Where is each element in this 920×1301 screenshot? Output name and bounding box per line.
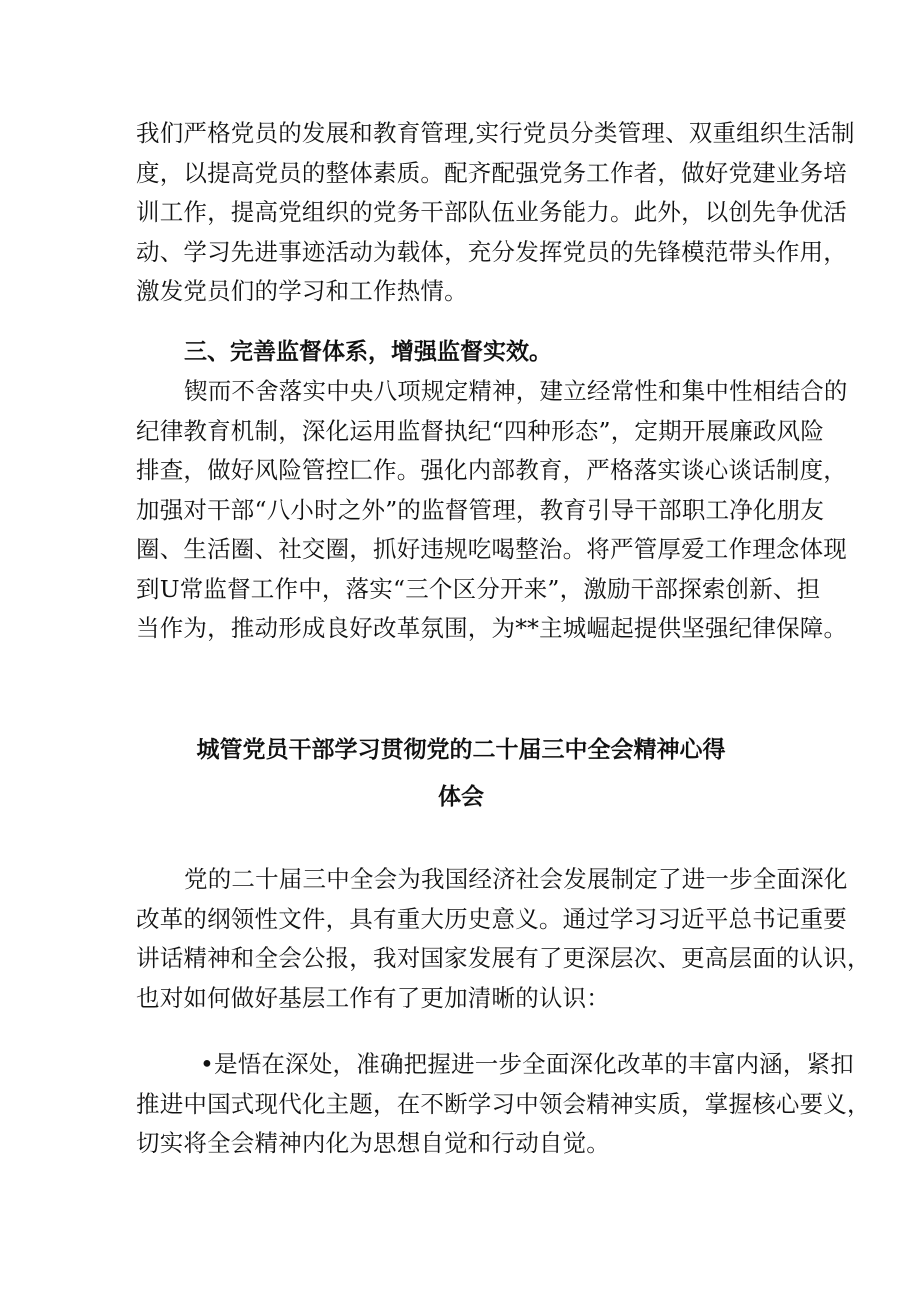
text-line: 党的二十届三中全会为我国经济社会发展制定了进一步全面深化 <box>184 865 848 893</box>
text-line: 改革的纲领性文件，具有重大历史意义。通过学习习近平总书记重要 <box>136 904 847 933</box>
text-line: •是悟在深处，准确把握进一步全面深化改革的丰富内涵，紧扣 <box>200 1050 854 1078</box>
text-line: 训工作，提高党组织的党务干部队伍业务能力。此外，以创先争优活 <box>136 198 847 226</box>
paragraph-party-member-management <box>136 114 855 312</box>
text-line: 动、学习先进事迹活动为载体，充分发挥党员的先锋模范带头作用， <box>136 237 847 266</box>
paragraph-supervision-system <box>136 372 848 649</box>
text-line: 度，以提高党员的整体素质。配齐配强党务工作者，做好党建业务培 <box>136 158 847 187</box>
text-line: 推进中国式现代化主题，在不断学习中领会精神实质，掌握核心要义， <box>136 1089 871 1118</box>
text-line: 也对如何做好基层工作有了更加清晰的认识： <box>136 983 610 1012</box>
text-line: 锲而不舍落实中央八项规定精神，建立经常性和集中性相结合的 <box>184 377 848 405</box>
text-line: 纪律教育机制，深化运用监督执纪“四种形态”，定期开展廉政风险 <box>136 416 825 445</box>
section-heading: 三、完善监督体系，增强监督实效。 <box>184 339 552 365</box>
document-title <box>136 727 786 821</box>
text-line: 讲话精神和全会公报，我对国家发展有了更深层次、更高层面的认识， <box>136 944 871 972</box>
text-line: 圈、生活圈、社交圈，抓好违规吃喝整治。将严管厚爱工作理念体现 <box>136 535 847 563</box>
text-line: 切实将全会精神内化为思想自觉和行动自觉。 <box>136 1129 610 1157</box>
text-line: 激发党员们的学习和工作热情。 <box>136 277 468 305</box>
text-line: 当作为，推动形成良好改革氛围，为**主城崛起提供坚强纪律保障。 <box>136 614 848 642</box>
document-title-line-2: 体会 <box>438 784 484 810</box>
text-line: 加强对干部“八小时之外”的监督管理，教育引导干部职工净化朋友 <box>136 495 825 524</box>
text-line: 我们严格党员的发展和教育管理,实行党员分类管理、双重组织生活制 <box>136 119 855 147</box>
text-line: 到U常监督工作中，落实“三个区分开来”，激励干部探索创新、担 <box>136 574 821 603</box>
paragraph-introduction <box>136 860 871 1018</box>
text-line: 排查，做好风险管控匚作。强化内部教育，严格落实谈心谈话制度， <box>136 456 847 484</box>
paragraph-first-point <box>136 1045 871 1164</box>
document-title-line-1: 城管党员干部学习贯彻党的二十届三中全会精神心得 <box>196 737 726 763</box>
